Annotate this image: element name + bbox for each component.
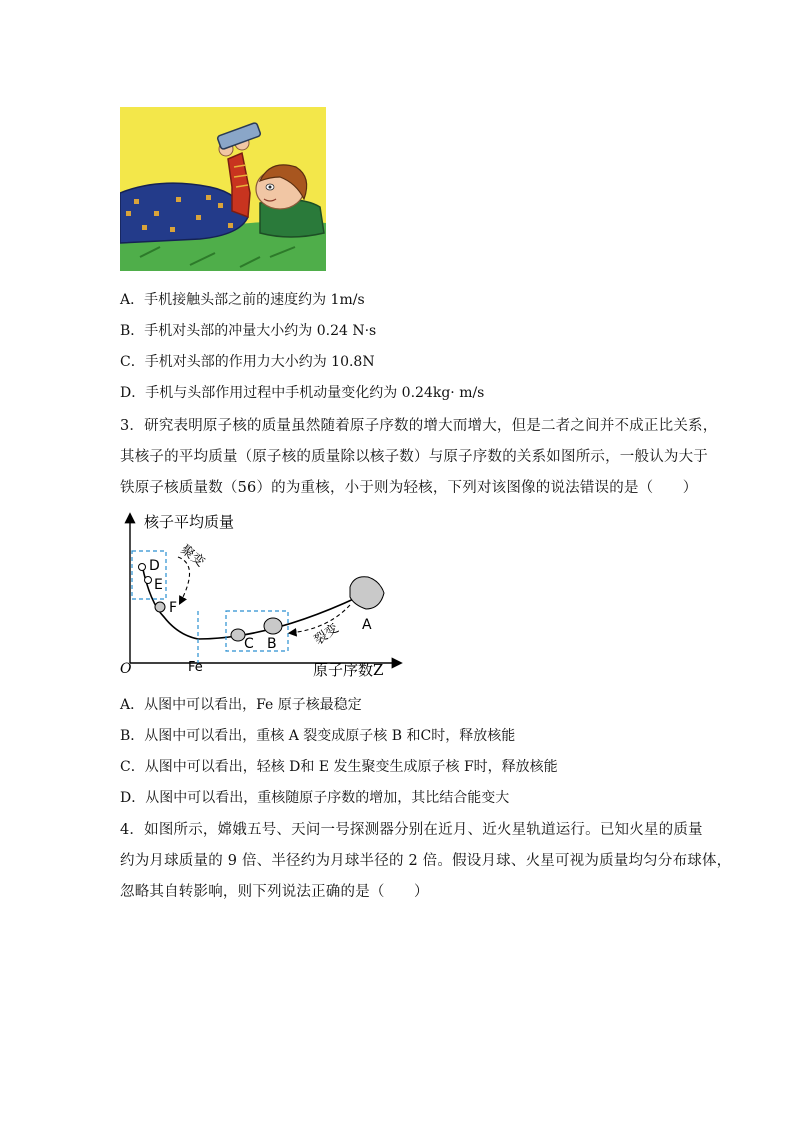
nucleus-b (264, 618, 282, 634)
label-d: D (149, 558, 160, 574)
q3-option-a: A．从图中可以看出，Fe 原子核最稳定 (120, 697, 362, 713)
q4-stem-line-2: 约为月球质量的 9 倍、半径约为月球半径的 2 倍。假设月球、火星可视为质量均匀分布球体， (120, 853, 732, 869)
label-c: C (244, 636, 254, 652)
x-axis-label: 原子序数Z (313, 661, 384, 679)
q2-option-c: C．手机对头部的作用力大小约为 10.8N (120, 354, 375, 370)
phone-in-bed-illustration (120, 107, 326, 271)
nucleus-f (155, 602, 165, 612)
q3-stem-line-3: 铁原子核质量数（56）的为重核，小于则为轻核，下列对该图像的说法错误的是（ ） (120, 480, 698, 496)
nucleon-mass-graph (118, 505, 408, 685)
fission-label: 裂变 (311, 621, 342, 649)
q4-stem-line-3: 忽略其自转影响，则下列说法正确的是（ ） (120, 884, 429, 900)
fusion-arrow (178, 557, 190, 603)
q4-stem-line-1: 4．如图所示，嫦娥五号、天问一号探测器分别在近月、近火星轨道运行。已知火星的质量 (120, 822, 703, 838)
y-axis-label: 核子平均质量 (144, 513, 235, 531)
origin-label: O (120, 661, 132, 677)
nucleus-c (231, 629, 245, 641)
q3-stem-line-2: 其核子的平均质量（原子核的质量除以核子数）与原子序数的关系如图所示，一般认为大于 (120, 449, 708, 465)
label-a: A (362, 617, 372, 633)
q2-option-d: D．手机与头部作用过程中手机动量变化约为 0.24kg· m/s (120, 385, 485, 401)
fission-arrow (290, 605, 350, 633)
q3-option-d: D．从图中可以看出，重核随原子序数的增加，其比结合能变大 (120, 790, 510, 806)
q3-stem-line-1: 3．研究表明原子核的质量虽然随着原子序数的增大而增大，但是二者之间并不成正比关系， (120, 418, 718, 434)
nucleus-e (145, 577, 152, 584)
q3-option-b: B．从图中可以看出，重核 A 裂变成原子核 B 和C时，释放核能 (120, 728, 516, 744)
nucleus-d (139, 564, 146, 571)
q2-option-a: A．手机接触头部之前的速度约为 1m/s (120, 292, 365, 308)
label-b: B (267, 636, 277, 652)
q2-option-b: B．手机对头部的冲量大小约为 0.24 N·s (120, 323, 377, 339)
label-e: E (154, 577, 163, 593)
label-f: F (169, 600, 178, 616)
q3-option-c: C．从图中可以看出，轻核 D和 E 发生聚变生成原子核 F时，释放核能 (120, 759, 558, 775)
fe-label: Fe (188, 660, 203, 675)
nucleus-a (350, 577, 384, 609)
fusion-label: 聚变 (177, 542, 208, 571)
